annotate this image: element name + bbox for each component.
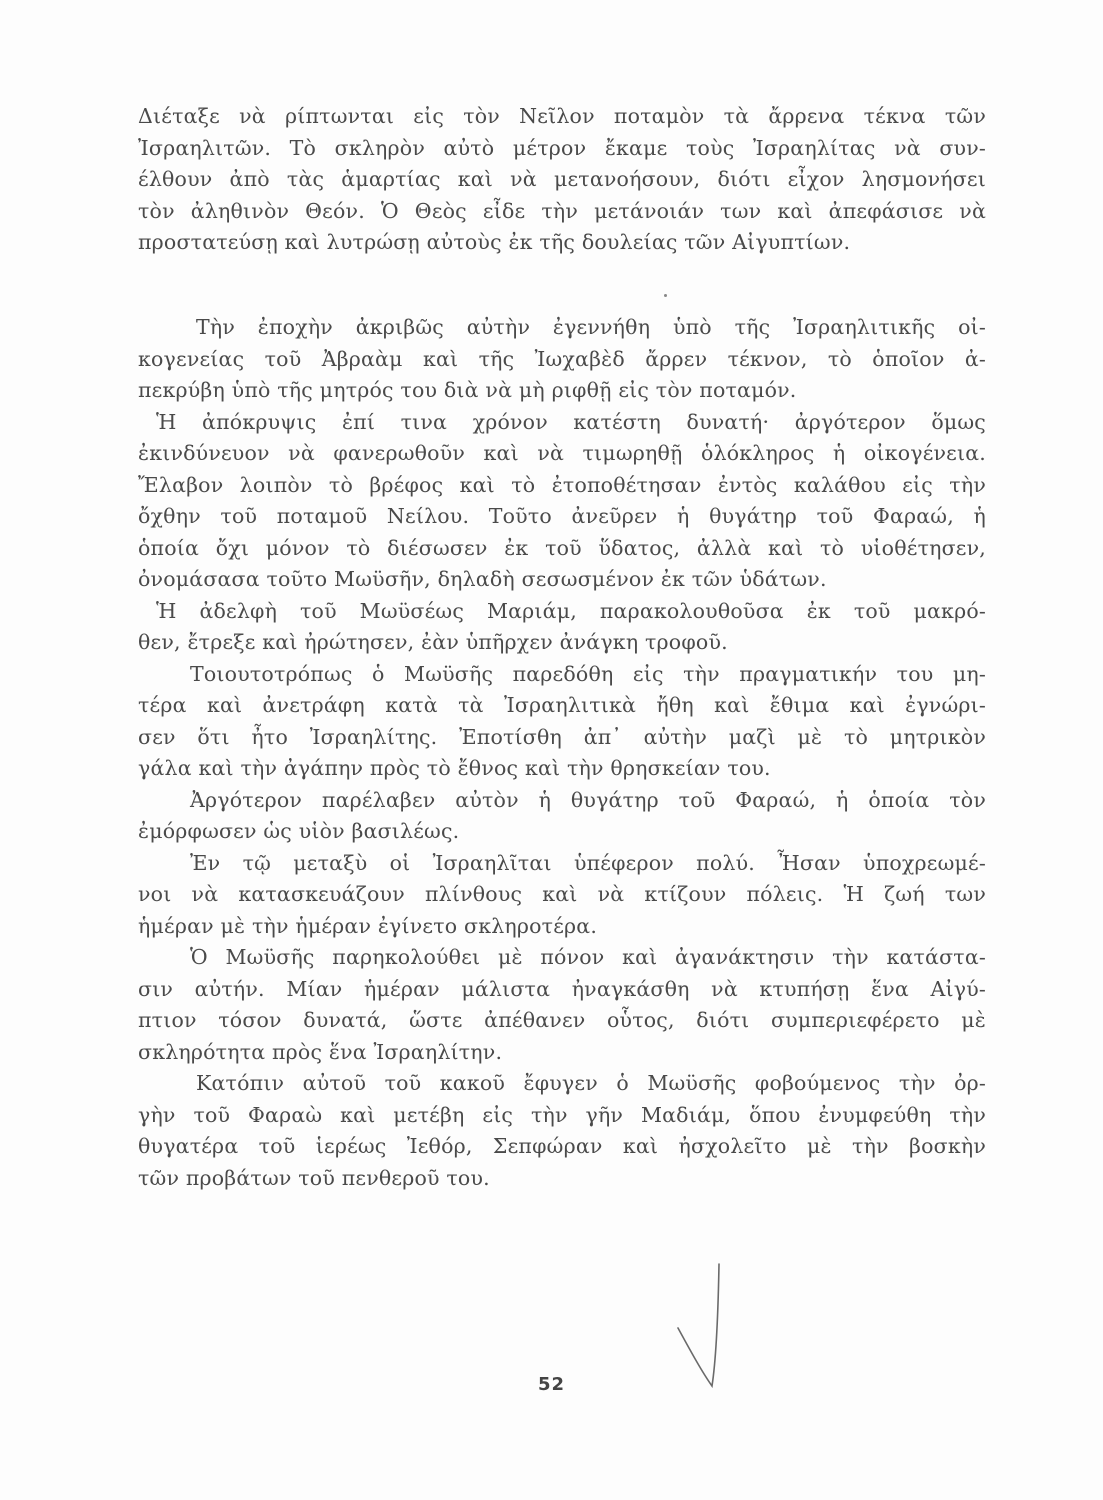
paragraph-2 [138, 312, 986, 1194]
ink-speck [664, 294, 667, 297]
page-number: 52 [537, 1374, 566, 1395]
text-line: ἡμέραν μὲ τὴν ἡμέραν ἐγίνετο σκληροτέρα. [138, 913, 598, 938]
text-line: Ὁ Μωϋσῆς παρηκολούθει μὲ πόνον καὶ ἀγανάκτησιν τὴν κατάστα- [190, 945, 986, 969]
text-line: σιν αὐτήν. Μίαν ἡμέραν μάλιστα ἠναγκάσθη νὰ κτυπήσῃ ἕνα Αἰγύ- [138, 976, 986, 1001]
text-line: Τὴν ἐποχὴν ἀκριβῶς αὐτὴν ἐγεννήθη ὑπὸ τῆς Ἰσραηλιτικῆς οἰ- [196, 315, 986, 339]
text-line: προστατεύσῃ καὶ λυτρώσῃ αὐτοὺς ἐκ τῆς δουλείας τῶν Αἰγυπτίων. [138, 230, 851, 254]
text-line: Ἀργότερον παρέλαβεν αὐτὸν ἡ θυγάτηρ τοῦ Φαραώ, ἡ ὁποία τὸν [190, 787, 986, 812]
paragraph-1 [138, 101, 986, 259]
text-line: ὀνομάσασα τοῦτο Μωϋσῆν, δηλαδὴ σεσωσμένον ἐκ τῶν ὑδάτων. [138, 567, 827, 591]
text-line: τὸν ἀληθινὸν Θεόν. Ὁ Θεὸς εἶδε τὴν μετάνοιάν των καὶ ἀπεφάσισε νὰ [138, 198, 986, 223]
text-line: Κατόπιν αὐτοῦ τοῦ κακοῦ ἔφυγεν ὁ Μωϋσῆς φοβούμενος τὴν ὀρ- [196, 1071, 986, 1095]
text-line: έλθουν ἀπὸ τὰς ἁμαρτίας καὶ νὰ μετανοήσουν, διότι εἶχον λησμονήσει [138, 167, 986, 191]
text-line: ὄχθην τοῦ ποταμοῦ Νείλου. Τοῦτο ἀνεῦρεν ἡ θυγάτηρ τοῦ Φαραώ, ἡ [138, 504, 986, 528]
text-line: νοι νὰ κατασκευάζουν πλίνθους καὶ νὰ κτίζουν πόλεις. Ἡ ζωή των [138, 882, 986, 906]
text-line: τέρα καὶ ἀνετράφη κατὰ τὰ Ἰσραηλιτικὰ ἤθη καὶ ἔθιμα καὶ ἐγνώρι- [138, 693, 986, 717]
text-line: σκληρότητα πρὸς ἕνα Ἰσραηλίτην. [138, 1039, 503, 1064]
text-line: σεν ὅτι ἦτο Ἰσραηλίτης. Ἐποτίσθη ἀπ᾿ αὐτὴν μαζὶ μὲ τὸ μητρικὸν [138, 724, 986, 749]
text-line: ἐκινδύνευον νὰ φανερωθοῦν καὶ νὰ τιμωρηθῇ ὁλόκληρος ἡ οἰκογένεια. [138, 441, 986, 465]
text-line: θυγατέρα τοῦ ἱερέως Ἰεθόρ, Σεπφώραν καὶ ἠσχολεῖτο μὲ τὴν βοσκὴν [138, 1134, 986, 1158]
text-line: ὁποία ὄχι μόνον τὸ διέσωσεν ἐκ τοῦ ὕδατος, ἀλλὰ καὶ τὸ υἱοθέτησεν, [138, 535, 986, 560]
text-line: πτιον τόσον δυνατά, ὥστε ἀπέθανεν οὗτος, διότι συμπεριεφέρετο μὲ [138, 1008, 986, 1032]
text-line: Ἡ ἀδελφὴ τοῦ Μωϋσέως Μαριάμ, παρακολουθοῦσα ἐκ τοῦ μακρό- [156, 598, 986, 623]
text-line: γάλα καὶ τὴν ἀγάπην πρὸς τὸ ἔθνος καὶ τὴν θρησκείαν του. [138, 756, 771, 780]
text-line: Ἐν τῷ μεταξὺ οἱ Ἰσραηλῖται ὑπέφερον πολύ. Ἦσαν ὑποχρεωμέ- [190, 850, 986, 875]
text-line: Ἔλαβον λοιπὸν τὸ βρέφος καὶ τὸ ἐτοποθέτησαν ἐντὸς καλάθου εἰς τὴν [138, 472, 986, 497]
text-line: πεκρύβη ὑπὸ τῆς μητρός του διὰ νὰ μὴ ριφθῇ εἰς τὸν ποταμόν. [138, 378, 797, 402]
text-line: Διέταξε νὰ ρίπτωνται εἰς τὸν Νεῖλον ποταμὸν τὰ ἄρρενα τέκνα τῶν [138, 104, 986, 128]
text-line: γὴν τοῦ Φαραὼ καὶ μετέβη εἰς τὴν γῆν Μαδιάμ, ὅπου ἐνυμφεύθη τὴν [138, 1102, 986, 1127]
text-line: κογενείας τοῦ Ἀβραὰμ καὶ τῆς Ἰωχαβὲδ ἄρρεν τέκνον, τὸ ὁποῖον ἀ- [138, 346, 986, 371]
pencil-check-mark [672, 1260, 732, 1390]
text-line: Ἡ ἀπόκρυψις ἐπί τινα χρόνον κατέστη δυνατή· ἀργότερον ὅμως [156, 409, 986, 434]
text-line: Τοιουτοτρόπως ὁ Μωϋσῆς παρεδόθη εἰς τὴν πραγματικήν του μη- [190, 661, 986, 686]
text-line: τῶν προβάτων τοῦ πενθεροῦ του. [138, 1165, 490, 1190]
text-line: θεν, ἔτρεξε καὶ ἠρώτησεν, ἐὰν ὑπῆρχεν ἀνάγκη τροφοῦ. [138, 630, 728, 654]
text-line: Ἰσραηλιτῶν. Τὸ σκληρὸν αὐτὸ μέτρον ἔκαμε τοὺς Ἰσραηλίτας νὰ συν- [138, 135, 986, 160]
text-line: ἐμόρφωσεν ὡς υἱὸν βασιλέως. [138, 819, 460, 843]
